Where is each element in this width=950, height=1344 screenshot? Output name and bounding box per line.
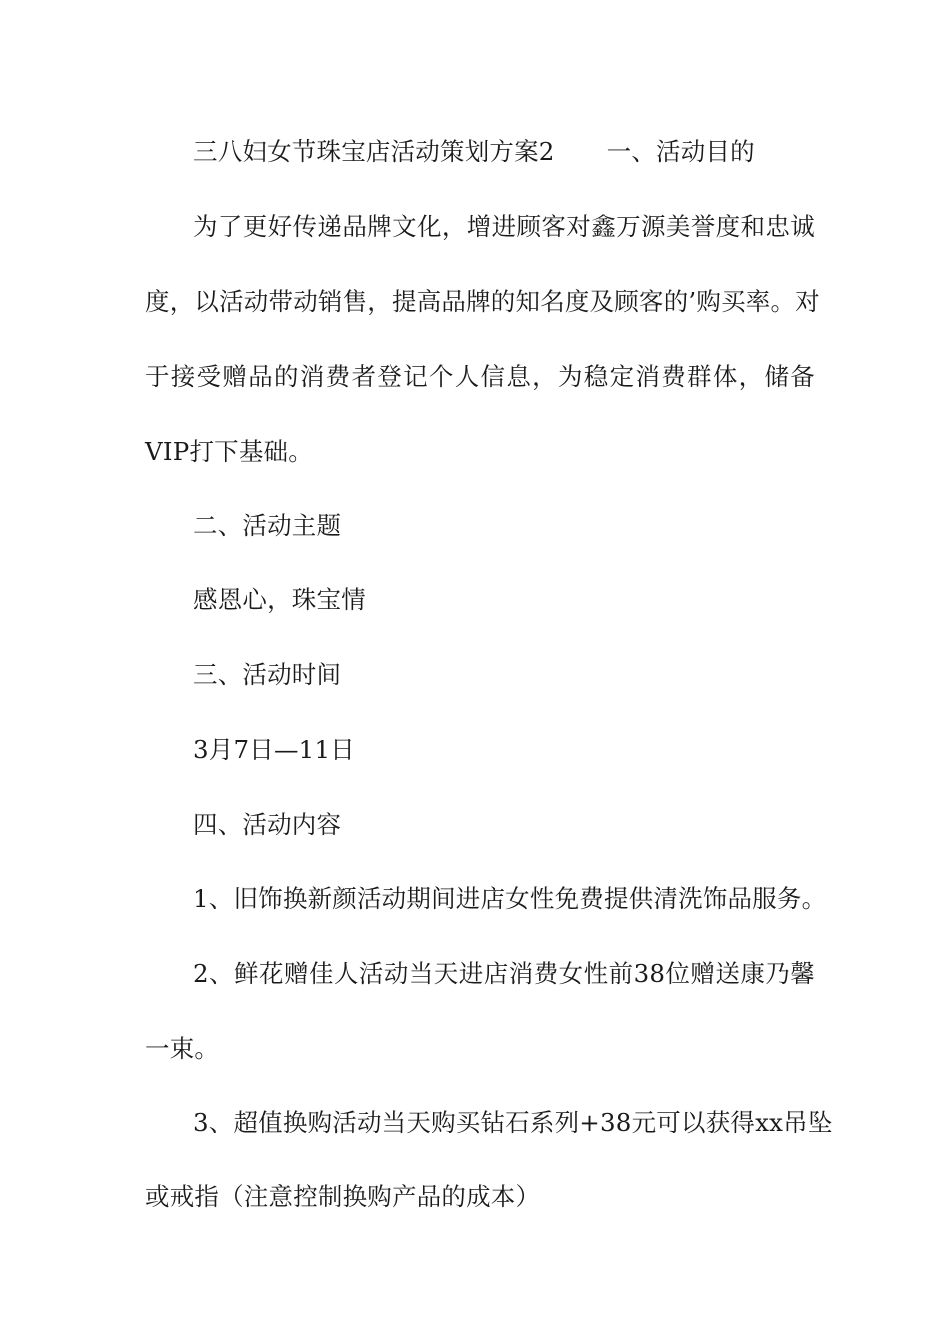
paragraph-line: VIP打下基础。 bbox=[145, 437, 313, 466]
paragraph-line: 度，以活动带动销售，提高品牌的知名度及顾客的’购买率。对 bbox=[145, 287, 820, 316]
section-heading-content: 四、活动内容 bbox=[193, 810, 342, 839]
title-line bbox=[193, 137, 863, 167]
time-text: 3月7日—11日 bbox=[193, 735, 355, 764]
section-heading-time: 三、活动时间 bbox=[193, 660, 342, 689]
list-item-continuation: 一束。 bbox=[145, 1034, 220, 1063]
list-item-continuation: 或戒指（注意控制换购产品的成本） bbox=[145, 1182, 541, 1211]
list-item: 3、超值换购活动当天购买钻石系列+38元可以获得xx吊坠 bbox=[193, 1108, 833, 1137]
document-title: 三八妇女节珠宝店活动策划方案2 bbox=[193, 137, 555, 166]
list-item: 1、旧饰换新颜活动期间进店女性免费提供清洗饰品服务。 bbox=[193, 884, 827, 913]
section-heading-theme: 二、活动主题 bbox=[193, 511, 342, 540]
theme-text: 感恩心，珠宝情 bbox=[193, 585, 366, 614]
paragraph-line: 于接受赠品的消费者登记个人信息，为稳定消费群体，储备 bbox=[145, 362, 815, 391]
section-heading-purpose: 一、活动目的 bbox=[606, 137, 755, 166]
paragraph-line: 为了更好传递品牌文化，增进顾客对鑫万源美誉度和忠诚 bbox=[193, 212, 815, 241]
list-item: 2、鲜花赠佳人活动当天进店消费女性前38位赠送康乃馨 bbox=[193, 959, 815, 988]
